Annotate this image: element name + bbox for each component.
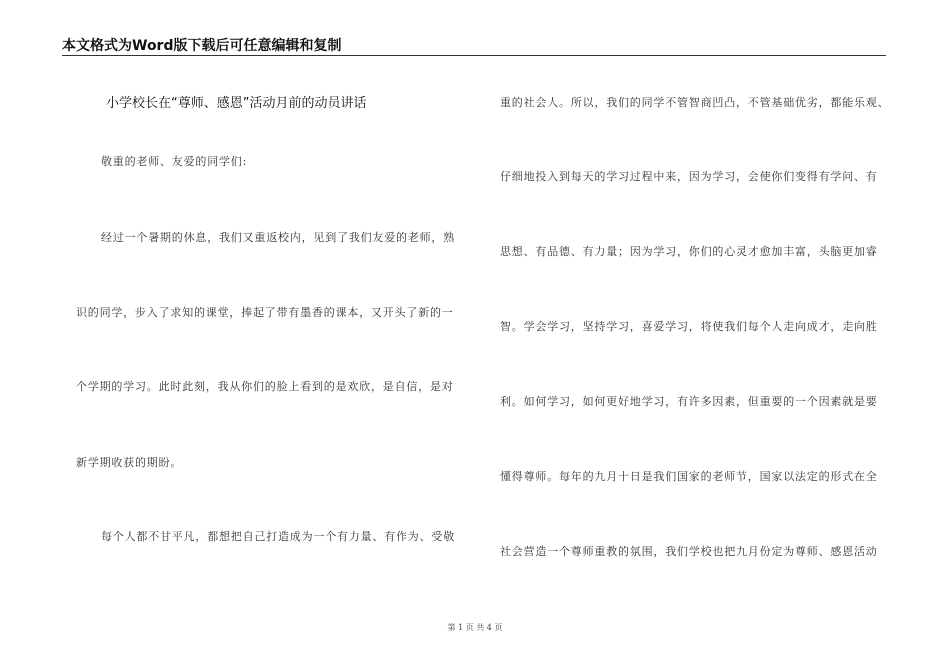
text-line: 经过一个暑期的休息，我们又重返校内，见到了我们友爱的老师，熟 xyxy=(101,231,455,244)
page-footer: 第 1 页 共 4 页 xyxy=(447,623,503,632)
text-line: 智。学会学习，坚持学习，喜爱学习，将使我们每个人走向成才，走向胜 xyxy=(500,320,878,333)
text-line: 每个人都不甘平凡，都想把自己打造成为一个有力量、有作为、受敬 xyxy=(101,530,455,543)
header-text: 本文格式为Word版下载后可任意编辑和复制 xyxy=(62,38,342,54)
text-line: 识的同学，步入了求知的课堂，捧起了带有墨香的课本，又开头了新的一 xyxy=(76,306,454,319)
text-line: 重的社会人。所以，我们的同学不管智商凹凸，不管基础优劣，都能乐观、 xyxy=(500,96,890,109)
text-line: 社会营造一个尊师重教的氛围，我们学校也把九月份定为尊师、感恩活动 xyxy=(500,545,878,558)
text-line: 敬重的老师、友爱的同学们: xyxy=(101,155,248,168)
text-line: 利。如何学习，如何更好地学习，有许多因素，但重要的一个因素就是要 xyxy=(500,395,878,408)
text-line: 仔细地投入到每天的学习过程中来，因为学习，会使你们变得有学问、有 xyxy=(500,170,878,183)
text-line: 懂得尊师。每年的九月十日是我们国家的老师节，国家以法定的形式在全 xyxy=(500,470,878,483)
page-header xyxy=(62,33,886,56)
text-line: 新学期收获的期盼。 xyxy=(76,456,183,469)
document-title: 小学校长在“尊师、感恩”活动月前的动员讲话 xyxy=(106,96,367,111)
text-line: 个学期的学习。此时此刻，我从你们的脸上看到的是欢欣，是自信，是对 xyxy=(76,380,454,393)
text-line: 思想、有品德、有力量；因为学习，你们的心灵才愈加丰富，头脑更加睿 xyxy=(500,245,878,258)
